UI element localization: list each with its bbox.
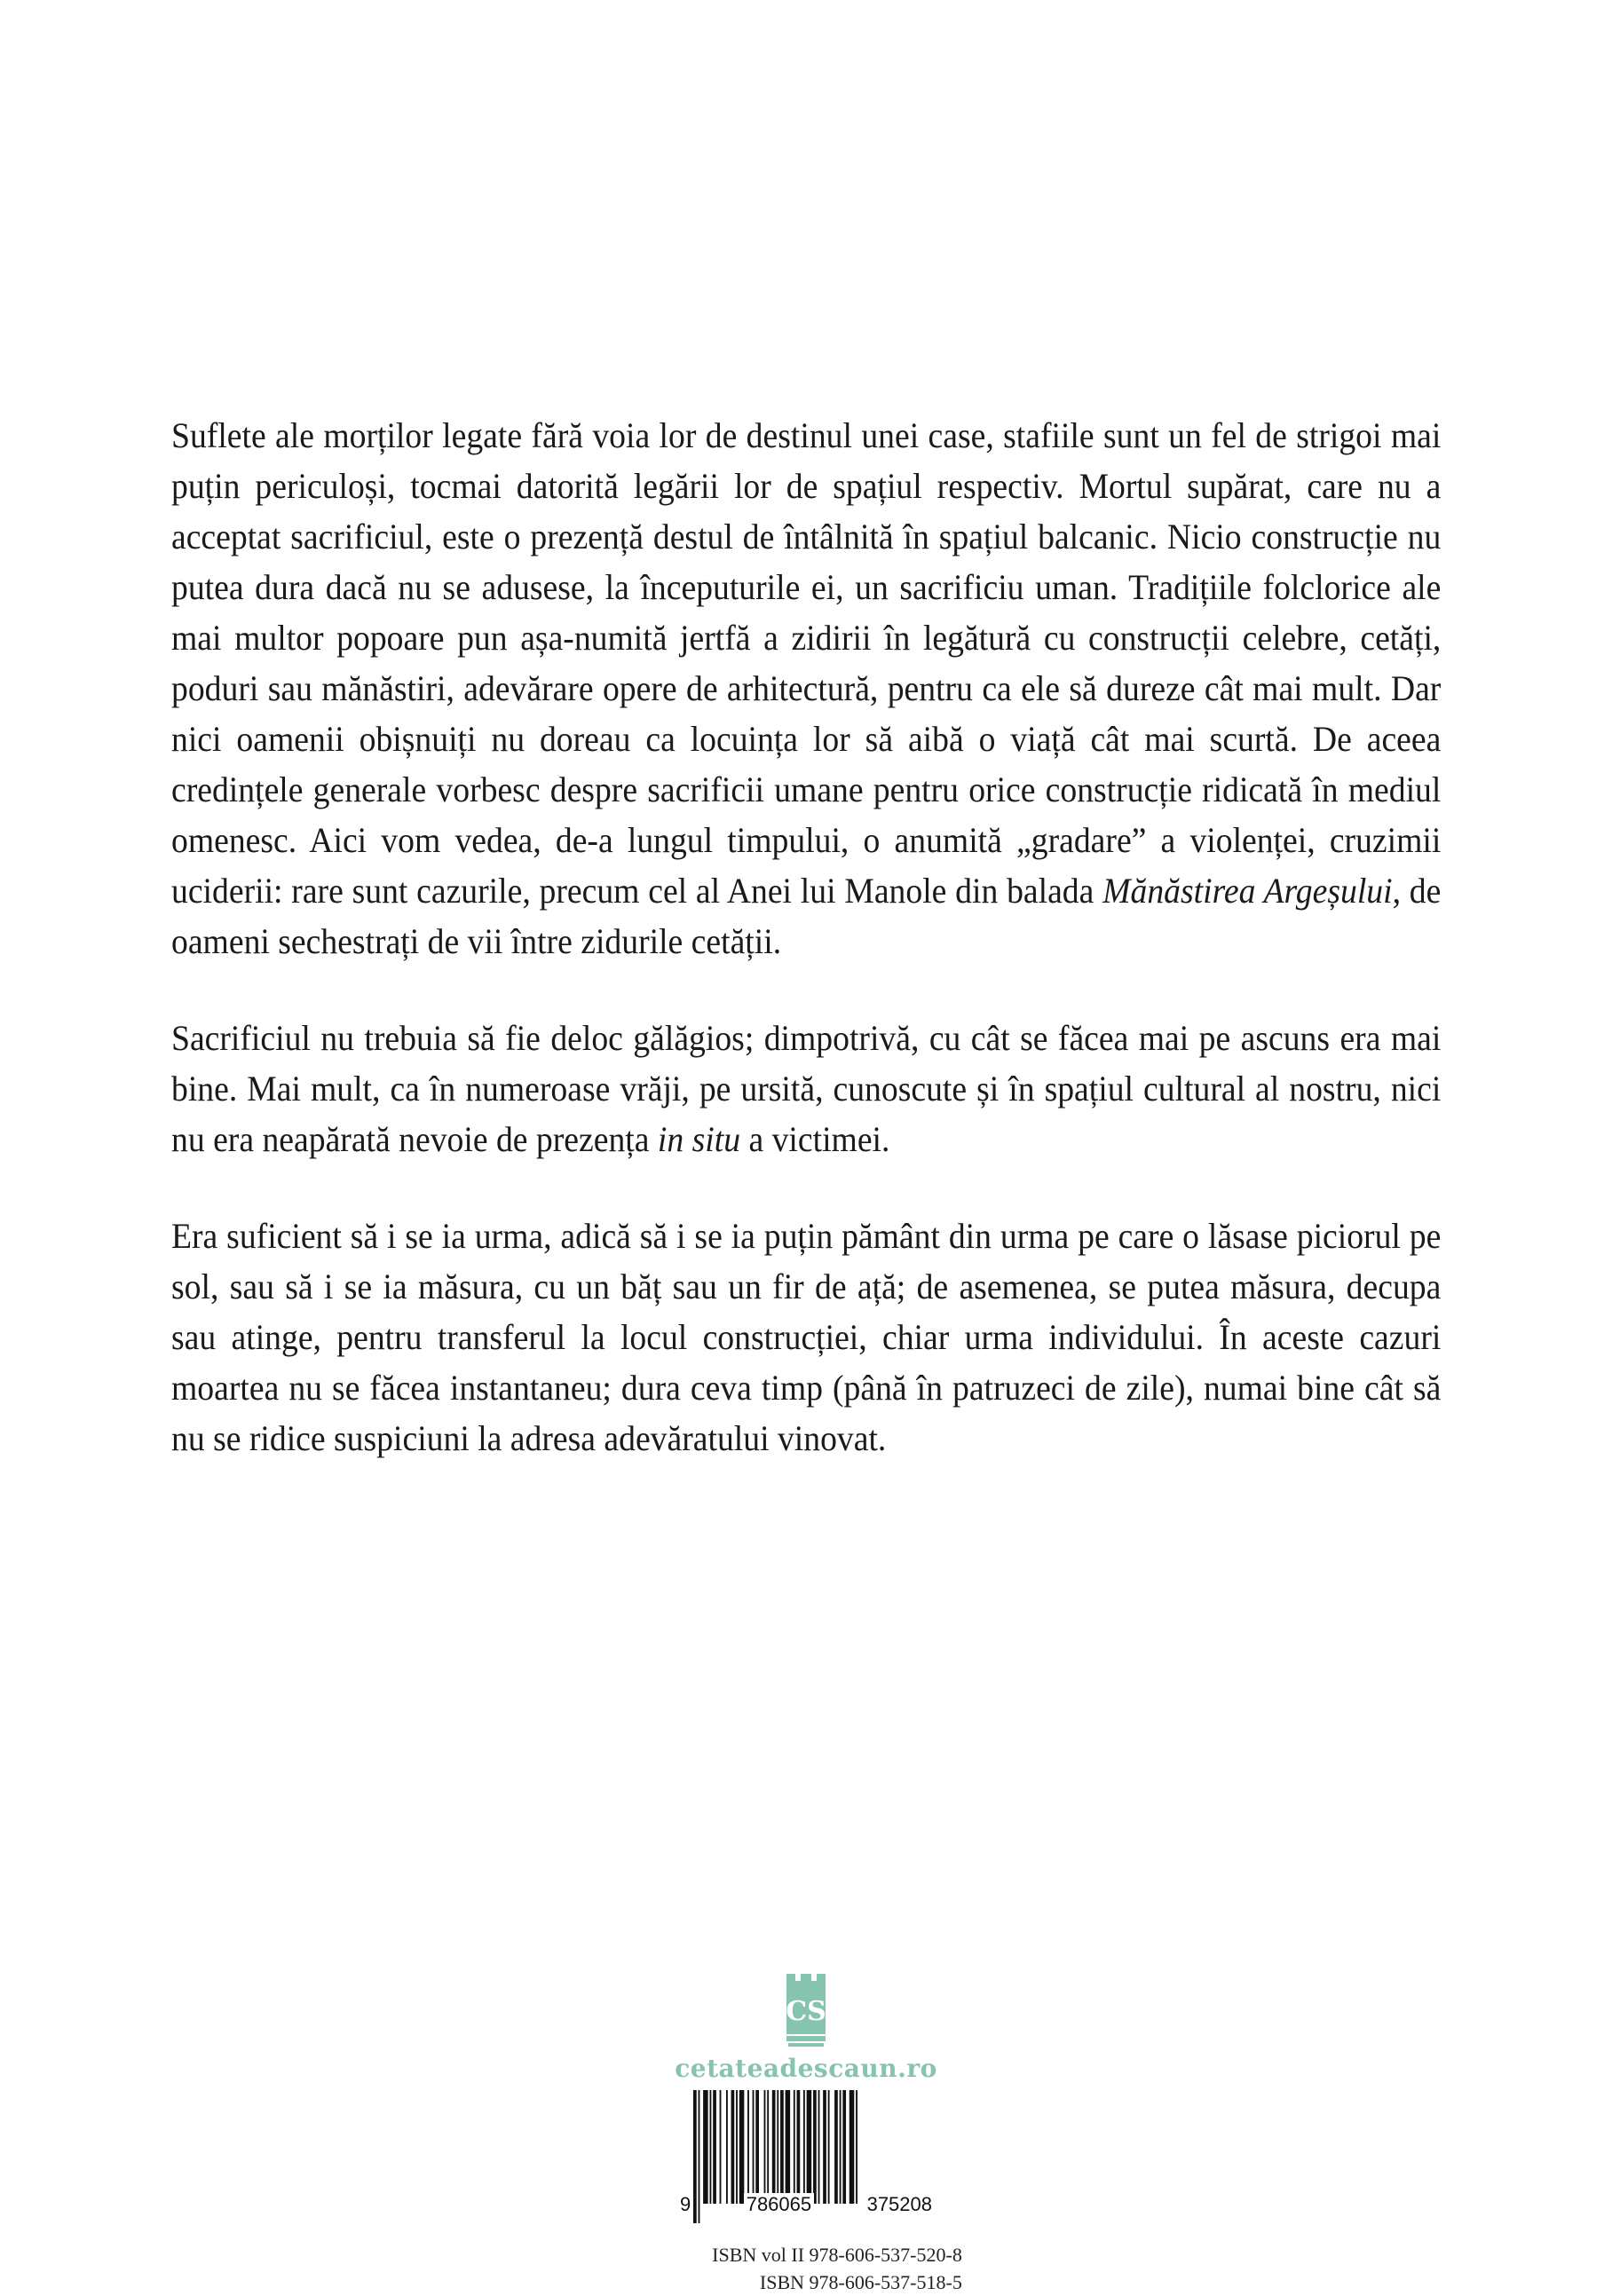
barcode-bar xyxy=(726,2090,728,2204)
barcode-bar xyxy=(736,2090,738,2204)
paragraph-1-italic-title: Mănăstirea Argeșului xyxy=(1102,871,1393,911)
barcode-digits xyxy=(677,2193,935,2216)
barcode-bar xyxy=(755,2090,759,2204)
barcode-bar xyxy=(840,2090,842,2204)
publisher-website: cetateadescaun.ro xyxy=(675,2054,937,2083)
barcode-right-group: 375208 xyxy=(865,2193,935,2216)
barcode-bar xyxy=(803,2090,805,2204)
barcode-bar xyxy=(764,2090,766,2204)
barcode-bar xyxy=(856,2090,857,2204)
barcode-bar xyxy=(807,2090,812,2204)
barcode-bar xyxy=(710,2090,712,2204)
barcode-bar xyxy=(818,2090,820,2204)
isbn-barcode xyxy=(677,2090,935,2216)
isbn-volume-line: ISBN vol II 978-606-537-520-8 xyxy=(712,2244,962,2266)
barcode-bar xyxy=(794,2090,795,2204)
barcode-bar xyxy=(842,2090,846,2204)
logo-letters: CS xyxy=(786,1996,826,2027)
paragraph-2-text-a: Sacrificiul nu trebuia să fie deloc gălăgios; dimpotrivă, cu cât se făcea mai pe ascuns era mai bine. Mai mult, ca în numeroase vrăji, pe ursită, cunoscute și în spațiul cultural al nostru, nici nu era neapărată nevoie de prezența xyxy=(171,1018,1442,1159)
barcode-bar xyxy=(713,2090,716,2204)
paragraph-1-text-a: Suflete ale morților legate fără voia lor de destinul unei case, stafiile sunt un fel de strigoi mai puțin periculoși, tocmai datorită legării lor de spațiul respectiv. Mortul supărat, care nu a acceptat sacrificiul, este o prezență destul de întâlnită în spațiul balcanic. Nicio construcție nu putea dura dacă nu se adusese, la începuturile ei, un sacrificiu uman. Tradițiile folclorice ale mai multor popoare pun așa-numită jertfă a zidirii în legătură cu construcții celebre, cetăți, poduri sau mănăstiri, adevărare opere de arhitectură, pentru ca ele să dureze cât mai mult. Dar nici oamenii obișnuiți nu doreau ca locuința lor să aibă o viață cât mai scurtă. De aceea credințele generale vorbesc despre sacrificii umane pentru orice construcție ridicată în mediul omenesc. Aici vom vedea, de-a lungul timpului, o anumită „gradare” a violenței, cruzimii uciderii: rare sunt cazurile, precum cel al Anei lui Manole din balada xyxy=(171,415,1442,911)
barcode-bar xyxy=(823,2090,826,2204)
barcode-bar xyxy=(739,2090,745,2204)
paragraph-1 xyxy=(171,410,1441,967)
barcode-bar xyxy=(797,2090,801,2204)
paragraph-3 xyxy=(171,1211,1441,1464)
publisher-imprint xyxy=(0,1970,1612,2296)
barcode-bar xyxy=(720,2090,722,2204)
barcode-left-group: 786065 xyxy=(744,2193,814,2216)
barcode-bar xyxy=(767,2090,769,2204)
back-cover-text xyxy=(171,410,1441,1510)
paragraph-2 xyxy=(171,1013,1441,1164)
paragraph-2-text-b: a victimei. xyxy=(740,1119,890,1159)
barcode-bar xyxy=(777,2090,778,2204)
barcode-bar xyxy=(849,2090,855,2204)
isbn-set-line: ISBN 978-606-537-518-5 xyxy=(759,2271,962,2293)
barcode-bar xyxy=(747,2090,749,2204)
castle-tower-cs-logo-icon xyxy=(785,1970,827,2048)
paragraph-3-text: Era suficient să i se ia urma, adică să i se ia puțin pământ din urma pe care o lăsase piciorul pe sol, sau să i se ia măsura, cu un băț sau un fir de ață; de asemenea, se putea măsura, decupa sau atinge, pentru transferul la locul construcției, chiar urma individului. În aceste cazuri moartea nu se făcea instantaneu; dura ceva timp (până în patruzeci de zile), numai bine cât să nu se ridice suspiciuni la adresa adevăratului vinovat. xyxy=(171,1216,1442,1458)
barcode-bar xyxy=(772,2090,776,2204)
paragraph-2-italic-term: in situ xyxy=(657,1119,741,1159)
barcode-bar xyxy=(786,2090,791,2204)
isbn-block xyxy=(712,2241,962,2296)
barcode-bar xyxy=(813,2090,817,2204)
barcode-bar xyxy=(828,2090,830,2204)
barcode-bar xyxy=(834,2090,838,2204)
barcode-bar xyxy=(753,2090,755,2204)
barcode-bar xyxy=(731,2090,735,2204)
paragraph-1-text-b: , de oameni sechestrați de vii între zidurile cetății. xyxy=(171,871,1442,961)
barcode-bar xyxy=(703,2090,708,2204)
barcode-bar xyxy=(780,2090,784,2204)
barcode-first-digit: 9 xyxy=(677,2193,693,2216)
